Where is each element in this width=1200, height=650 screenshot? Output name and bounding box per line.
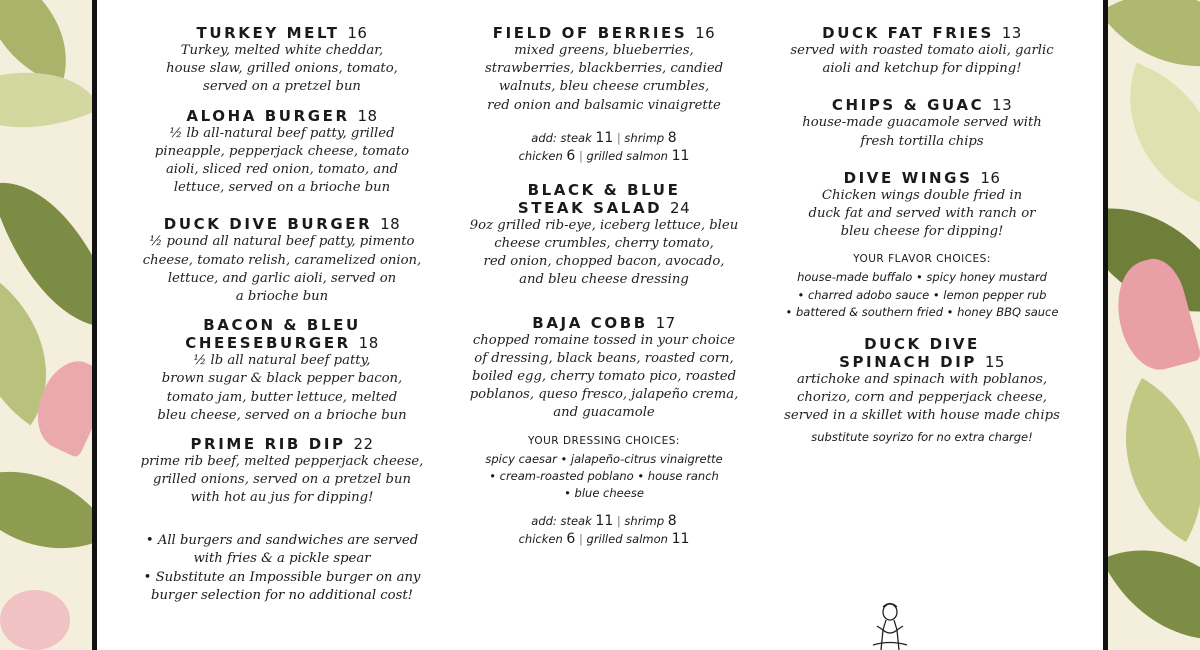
item-name: DUCK DIVE BURGER 18: [163, 215, 401, 234]
item-description: ½ lb all-natural beef patty, grilled pineapple, pepperjack cheese, tomato aioli, sliced red onion, tomato, and lettuce, served on a brioche bun: [154, 125, 410, 196]
menu-item-chips-guac: [777, 96, 1067, 150]
dressing-choices: spicy caesar • jalapeño-citrus vinaigrette • cream-roasted poblano • house ranch • blue cheese: [485, 451, 723, 501]
menu-item-aloha-burger: [137, 107, 427, 198]
item-name: DUCK DIVE SPINACH DIP 15: [839, 335, 1005, 372]
item-price: 18: [358, 334, 379, 353]
item-price: 18: [380, 215, 401, 234]
item-name: DUCK FAT FRIES 13: [822, 24, 1022, 42]
item-price: 17: [655, 313, 676, 332]
dressing-choices-title: YOUR DRESSING CHOICES:: [528, 434, 680, 447]
item-description: chopped romaine tossed in your choice of dressing, black beans, roasted corn, boiled egg, cherry tomato pico, roasted poblanos, queso fresco, jalapeño crema, and guacamole: [469, 332, 739, 421]
menu-item-dive-wings: [777, 169, 1067, 321]
item-price: 18: [357, 106, 378, 125]
item-name: PRIME RIB DIP 22: [190, 435, 374, 454]
item-description: house-made guacamole served with fresh tortilla chips: [802, 115, 1042, 149]
item-description: ½ pound all natural beef patty, pimento cheese, tomato relish, caramelized onion, lettuce, and garlic aioli, served on a brioche bun: [142, 234, 422, 305]
item-description: ½ lb all natural beef patty, brown sugar & black pepper bacon, tomato jam, butter lettuce, melted bleu cheese, served on a brioche bun: [157, 353, 407, 423]
item-name: FIELD OF BERRIES 16: [492, 24, 716, 42]
item-name: BLACK & BLUE STEAK SALAD 24: [517, 180, 691, 217]
menu-page: [92, 0, 1108, 650]
item-price: 16: [980, 168, 1001, 187]
item-name: BACON & BLEU CHEESEBURGER 18: [185, 316, 379, 353]
salad-addons: add: steak 11 | shrimp 8 chicken 6 | grilled salmon 11: [518, 129, 690, 164]
tropical-background-left: [0, 0, 96, 650]
menu-column-sandwiches: [137, 24, 427, 606]
leaf-icon: [0, 431, 96, 590]
item-price: 13: [1001, 24, 1022, 42]
menu-item-field-of-berries: [459, 24, 749, 165]
spinach-dip-note: substitute soyrizo for no extra charge!: [811, 429, 1033, 444]
menu-column-salads: [459, 24, 749, 558]
salad-addons: add: steak 11 | shrimp 8 chicken 6 | grilled salmon 11: [518, 513, 690, 548]
flavor-choices: house-made buffalo • spicy honey mustard • charred adobo sauce • lemon pepper rub • battered & southern fried • honey BBQ sauce: [785, 270, 1059, 319]
item-name: DIVE WINGS 16: [843, 168, 1001, 187]
menu-item-turkey-melt: [137, 24, 427, 97]
item-description: prime rib beef, melted pepperjack cheese, grilled onions, served on a pretzel bun with hot au jus for dipping!: [140, 454, 424, 506]
item-price: 24: [670, 198, 691, 217]
item-description: Turkey, melted white cheddar, house slaw, grilled onions, tomato, served on a pretzel bun: [166, 43, 398, 95]
menu-item-baja-cobb: [459, 314, 749, 549]
item-description: Chicken wings double fried in duck fat and served with ranch or bleu cheese for dipping!: [808, 187, 1036, 240]
item-description: artichoke and spinach with poblanos, chorizo, corn and pepperjack cheese, served in a skillet with house made chips: [784, 372, 1060, 424]
leaf-icon: [1104, 63, 1200, 207]
menu-column-starters: [777, 24, 1067, 454]
footnote-line: with fries & a pickle spear: [193, 551, 371, 567]
flavor-choices-title: YOUR FLAVOR CHOICES:: [853, 253, 991, 266]
footnote-line: • Substitute an Impossible burger on any: [143, 569, 421, 585]
menu-item-duck-dive-burger: [137, 215, 427, 306]
tropical-background-right: [1104, 0, 1200, 650]
item-description: 9oz grilled rib-eye, iceberg lettuce, bleu cheese crumbles, cherry tomato, red onion, chopped bacon, avocado, and bleu cheese dressing: [469, 217, 739, 288]
leaf-icon: [1104, 378, 1200, 542]
menu-item-bacon-bleu-cheeseburger: [137, 316, 427, 425]
menu-item-black-blue-steak-salad: [459, 181, 749, 290]
item-price: 15: [984, 353, 1005, 372]
menu-item-duck-fat-fries: [777, 24, 1067, 78]
item-name: TURKEY MELT 16: [196, 24, 368, 42]
duck-dive-mascot-icon: [855, 600, 925, 650]
item-description: served with roasted tomato aioli, garlic aioli and ketchup for dipping!: [790, 43, 1054, 77]
item-name: CHIPS & GUAC 13: [831, 96, 1013, 115]
flower-icon: [0, 590, 70, 650]
item-name: BAJA COBB 17: [532, 313, 676, 332]
item-name: ALOHA BURGER 18: [186, 106, 378, 125]
footnote-line: burger selection for no additional cost!: [151, 588, 413, 604]
sandwich-footnotes: [137, 532, 427, 606]
footnote-line: • All burgers and sandwiches are served: [145, 532, 419, 548]
menu-item-spinach-dip: [777, 335, 1067, 444]
menu-item-prime-rib-dip: [137, 435, 427, 508]
item-price: 13: [992, 96, 1013, 115]
item-price: 22: [353, 435, 374, 454]
item-price: 16: [695, 24, 716, 42]
item-price: 16: [347, 24, 368, 42]
item-description: mixed greens, blueberries, strawberries, blackberries, candied walnuts, bleu cheese crumbles, red onion and balsamic vinaigrette: [484, 43, 724, 113]
